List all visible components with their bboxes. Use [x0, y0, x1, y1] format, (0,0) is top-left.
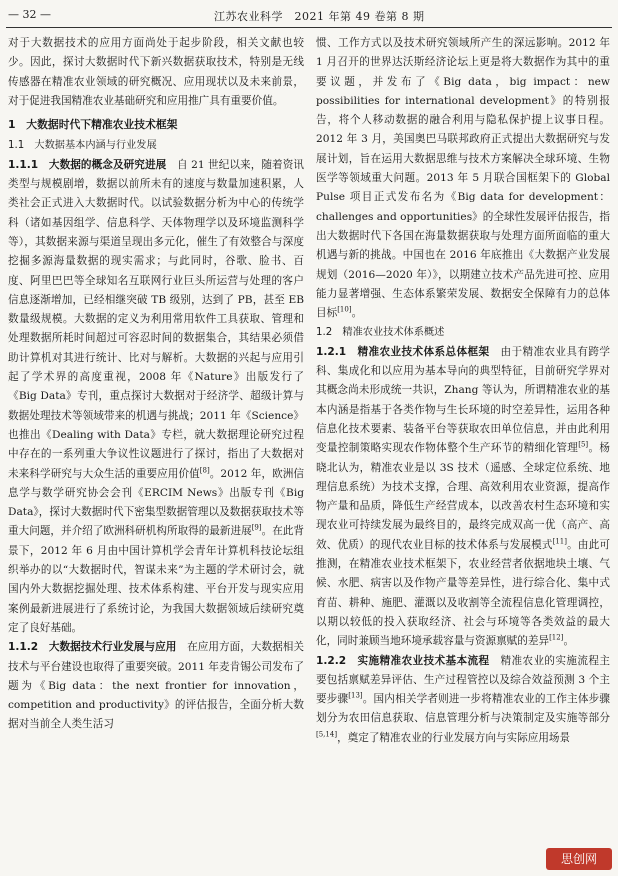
section-1-2-heading: 1.2 精准农业技术体系概述	[316, 327, 445, 339]
citation-13: [13]	[348, 691, 363, 700]
section-1-heading: 1 大数据时代下精准农业技术框架	[8, 118, 178, 132]
page-header	[0, 0, 618, 32]
continued-paragraph	[316, 34, 610, 323]
citation-9: [9]	[251, 523, 262, 532]
section-1-1-heading: 1.1 大数据基本内涵与行业发展	[8, 140, 157, 152]
left-column	[8, 34, 304, 872]
header-rule	[6, 27, 612, 28]
paragraph-1-1-2-text-a: 在应用方面，大数据相关技术与平台建设也取得了重要突破。2011 年麦肯锡公司发布了题为《Big data：the next frontier for innovation，competition and productivity》的评估报告，全面分析大数据对当前全人类生活习	[8, 641, 304, 731]
paragraph-1-2-2	[316, 652, 610, 748]
journal-issue: 江苏农业科学 2021 年第 49 卷第 8 期	[214, 10, 425, 23]
continued-paragraph-end: 。	[351, 307, 363, 320]
paragraph-1-1-1-text-b: 。2012 年，欧洲信息学与数学研究协会会刊《ERCIM News》出版专刊《Big Data》，探讨大数据时代下密集型数据管理以及数据获取技术等重大问题，并介绍了欧洲科研机构所取得的最新进展	[8, 467, 304, 538]
site-watermark-logo: 思创网	[546, 848, 612, 870]
right-column	[316, 34, 610, 872]
citation-5: [5]	[578, 440, 589, 449]
paragraph-1-1-1	[8, 156, 304, 638]
citation-12: [12]	[549, 633, 564, 642]
citation-10: [10]	[337, 305, 352, 314]
paragraph-1-2-1-text-a: 由于精准农业具有跨学科、集成化和以应用为基本导向的典型特征，目前研究学界对其概念尚未形成统一共识，Zhang 等认为，所谓精准农业的基本内涵是指基于各类作物与生长环境的时空差异性，运用各种信息化技术要素、装备平台等获取农田单位信息，并由此利用变量控制策略实现农作物体整个生产环节的精细化管理	[316, 345, 610, 455]
subsection-1-1-2-heading: 1.1.2 大数据技术行业发展与应用	[8, 641, 177, 654]
paragraph-1-1-1-text-c: 。在此背景下，2012 年 6 月由中国计算机学会青年计算机科技论坛组织举办的以“大数据时代，智谋未来”为主题的学术研讨会，就国内外大数据挖掘处理、技术体系构建、平台开发与现实应用案例最新进展进行了系统讨论，为我国大数据领域后续研究奠定了良好基础。	[8, 525, 304, 634]
paragraph-1-2-1-text-b: 。杨晓北认为，精准农业是以 3S 技术（遥感、全球定位系统、地理信息系统）为技术支撑，合理、高效利用农业资源，提高作物产量和品质，降低生产经营成本，以改善农村生态环境和实现农业可持续发展为最终目的，最终完成双高一优（高产、高效、优质）的现代农业目标的技术体系与发展模式	[316, 442, 610, 551]
subsection-1-1-1-heading: 1.1.1 大数据的概念及研究进展	[8, 158, 167, 171]
subsection-1-2-2-heading: 1.2.2 实施精准农业技术基本流程	[316, 654, 490, 667]
citation-5-14: [5,14]	[316, 730, 338, 739]
continued-paragraph-text: 惯、工作方式以及技术研究领域所产生的深远影响。2012 年 1 月召开的世界达沃斯经济论坛上更是将大数据作为其中的重要议题，并发布了《Big data，big impact：new possibilities for international development》的特别报告，将个人移动数据的融合利用与隐私保护提上议事日程。2012 年 3 月，美国奥巴马联邦政府正式提出大数据研究与发展计划，旨在运用大数据思维与技术方案解决全球环境、生物医学等领域重大问题。2013 年 5 月联合国框架下的 Global Pulse 项目正式发布名为《Big data for development：challenges and opportunities》的全球性发展评估报告，指出大数据时代下各国在海量数据获取与处理方面所面临的重大机遇与新的挑战。中国也在 2016 年底推出《大数据产业发展规划（2016—2020 年）》，以期建立技术产品先进可控、应用能力显著增强、生态体系繁荣发展、数据安全保障有力的总体目标	[316, 37, 610, 320]
citation-11: [11]	[552, 537, 567, 546]
subsection-1-2-1-heading: 1.2.1 精准农业技术体系总体框架	[316, 345, 490, 358]
paragraph-1-2-2-text-b: 。国内相关学者则进一步将精准农业的工作主体步骤划分为农田信息获取、信息管理分析与决策制定及实施等部分	[316, 693, 610, 725]
paragraph-1-2-2-text-a: 精准农业的实施流程主要包括禀赋差异评估、生产过程管控以及综合效益预测 3 个主要步骤	[316, 654, 610, 706]
paragraph-1-1-1-text-a: 自 21 世纪以来，随着资讯类型与规模剧增，数据以前所未有的速度与数量加速积累，人类社会正式进入大数据时代。以试验数据分析为中心的传统学科（诸如基因组学、信息科学、天体物理学以及环境监测科学等），其数据来源与渠道呈现出多元化，催生了有效整合与深度挖掘多源海量数据的现实需求；与此同时，谷歌、脸书、百度、阿里巴巴等全球知名互联网行业巨头所运营与处理的客户信息逐渐增加，已经相继突破 TB 级别，达到了 PB，甚至 EB 数量级规模。大数据的定义为利用常用软件工具获取、管理和处理数据所耗时间超过可容忍时间的数据集合，其结果必须借助计算机对其进行统计、比对与解析。大数据的兴起与应用引起了学术界的高度重视，2008 年《Nature》出版发行了《Big Data》专刊，重点探讨大数据对于经济学、超级计算与数据处理技术等领域带来的机遇与挑战；2011 年《Science》也推出《Dealing with Data》专栏，就大数据理论研究过程中存在的一系列重大争议性议题进行了探讨，指出了大数据对未来科学研究与大众生活的重要应用价值	[8, 158, 304, 480]
paragraph-1-2-1-text-c: 。由此可推测，在精准农业技术框架下，农业经营者依据地块土壤、气候、水肥、病害以及作物产量等差异性，进行综合化、集中式育苗、耕种、施肥、灌溉以及收割等全流程信息化管理调控，以期以较低的投入获取经济、社会与环境等各类效益的最大化，同时兼顾当地环境承载容量与资源禀赋的差异	[316, 538, 610, 648]
paragraph-1-2-1	[316, 343, 610, 652]
citation-8: [8]	[199, 466, 210, 474]
paragraph-1-1-2	[8, 638, 304, 734]
paragraph-1-2-1-text-d: 。	[563, 635, 575, 648]
paragraph-1-2-2-text-c: ，奠定了精准农业的行业发展方向与实际应用场景	[337, 731, 571, 744]
page-number: — 32 —	[8, 8, 51, 21]
intro-paragraph: 对于大数据技术的应用方面尚处于起步阶段，相关文献也较少。因此，探讨大数据时代下新兴数据获取技术，特别是无线传感器在精准农业领域的研究概况、应用现状以及未来前景，对于促进我国精准农业基础研究和应用推广具有重要价值。	[8, 37, 304, 107]
